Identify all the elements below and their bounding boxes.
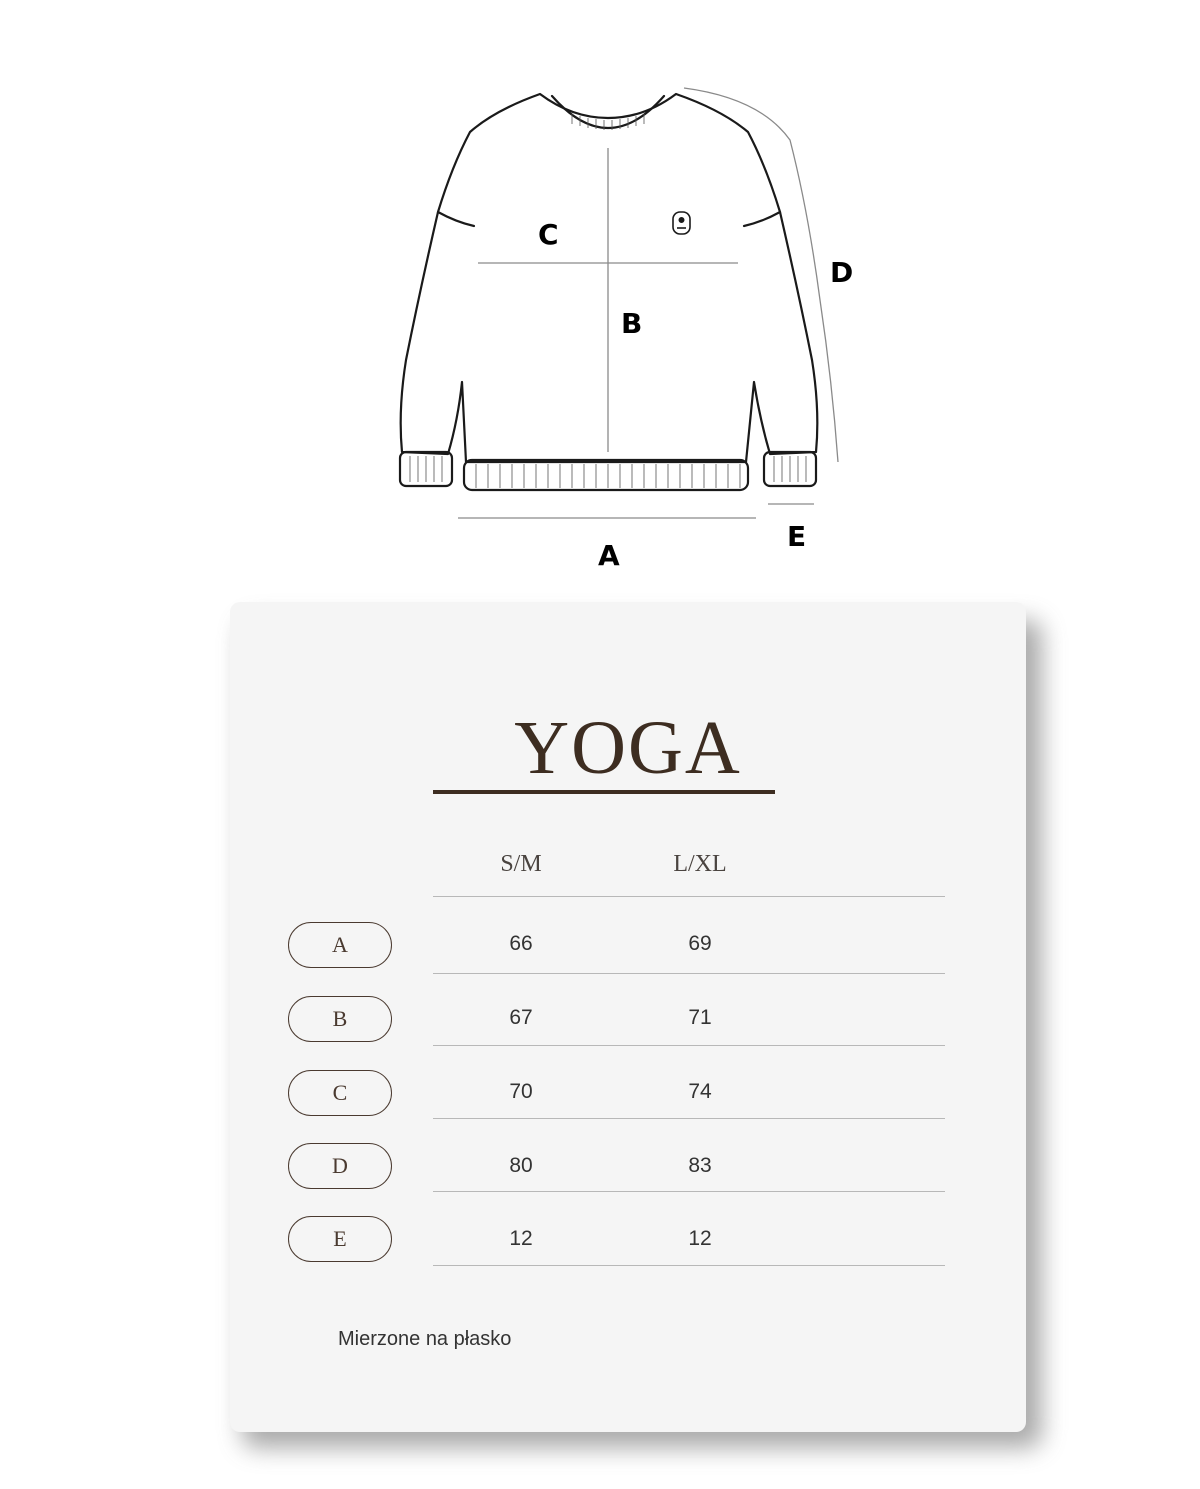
row-divider xyxy=(433,1045,945,1046)
cell-e-l-xl: 12 xyxy=(688,1227,712,1250)
dimension-label-e: E xyxy=(787,520,807,553)
sleeve-guide-line-d xyxy=(684,88,838,462)
cell-d-s-m: 80 xyxy=(509,1154,533,1177)
cell-b-s-m: 67 xyxy=(509,1006,533,1029)
dimension-label-c: C xyxy=(538,218,559,251)
column-header-s-m: S/M xyxy=(500,851,542,877)
dimension-label-d: D xyxy=(830,256,854,289)
left-shoulder-seam xyxy=(438,212,474,226)
row-label-a: A xyxy=(288,922,392,968)
row-label-b: B xyxy=(288,996,392,1042)
column-header-l-xl: L/XL xyxy=(673,851,727,877)
cell-a-s-m: 66 xyxy=(509,932,533,955)
row-label-c: C xyxy=(288,1070,392,1116)
cell-b-l-xl: 71 xyxy=(688,1006,712,1029)
hem-rib xyxy=(464,460,748,490)
size-chart-card xyxy=(230,602,1026,1432)
row-divider xyxy=(433,1191,945,1192)
title-underline xyxy=(433,790,775,794)
cell-c-s-m: 70 xyxy=(509,1080,533,1103)
cell-a-l-xl: 69 xyxy=(688,932,712,955)
dimension-label-b: B xyxy=(621,307,643,340)
left-cuff-ribs xyxy=(410,456,442,482)
row-divider xyxy=(433,1265,945,1266)
sweatshirt-diagram xyxy=(0,0,1200,600)
dimension-label-a: A xyxy=(598,539,620,572)
sweatshirt-body-outline xyxy=(401,94,818,462)
row-label-e: E xyxy=(288,1216,392,1262)
row-divider xyxy=(433,973,945,974)
right-cuff-ribs xyxy=(774,456,806,482)
cell-c-l-xl: 74 xyxy=(688,1080,712,1103)
collar-rib xyxy=(552,96,664,128)
chest-logo-icon xyxy=(673,212,690,234)
row-label-d: D xyxy=(288,1143,392,1189)
measurement-note: Mierzone na płasko xyxy=(338,1328,512,1350)
size-chart-title: YOGA xyxy=(514,706,742,790)
header-divider xyxy=(433,896,945,897)
row-divider xyxy=(433,1118,945,1119)
cell-d-l-xl: 83 xyxy=(688,1154,712,1177)
right-shoulder-seam xyxy=(744,212,780,226)
hem-ribs xyxy=(476,464,740,488)
cell-e-s-m: 12 xyxy=(509,1227,533,1250)
